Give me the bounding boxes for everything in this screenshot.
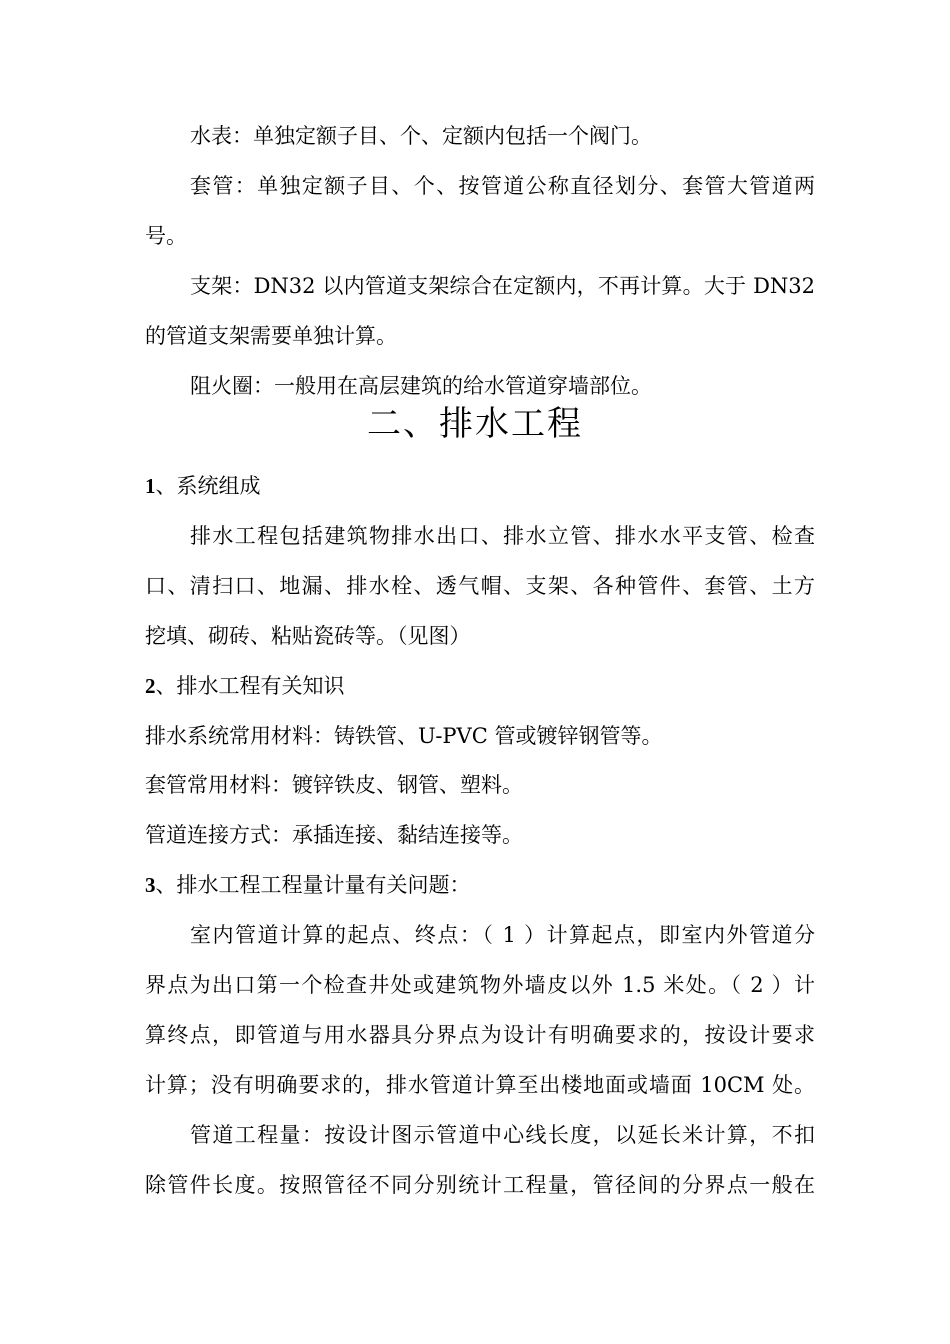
paragraph-quantity-line-1: 管道工程量：按设计图示管道中心线长度，以延长米计算，不扣 <box>190 1123 815 1147</box>
paragraph-start-end-line-3: 算终点，即管道与用水器具分界点为设计有明确要求的，按设计要求 <box>145 1023 815 1047</box>
section-title: 、排水工程有关知识 <box>155 674 345 698</box>
paragraph-start-end-line-2: 界点为出口第一个检查井处或建筑物外墙皮以外 1.5 米处。（ 2 ）计 <box>145 973 815 997</box>
paragraph-sleeve-line-2: 号。 <box>145 224 187 248</box>
paragraph-sleeve-materials: 套管常用材料：镀锌铁皮、钢管、塑料。 <box>145 773 523 797</box>
chapter-heading: 二、排水工程 <box>367 404 583 444</box>
paragraph-composition-line-2: 口、清扫口、地漏、排水栓、透气帽、支架、各种管件、套管、土方 <box>145 574 815 598</box>
section-title: 、系统组成 <box>155 474 261 498</box>
paragraph-quantity-line-2: 除管件长度。按照管径不同分别统计工程量，管径间的分界点一般在 <box>145 1173 815 1197</box>
section-heading-3 <box>145 871 815 899</box>
paragraph-start-end-line-4: 计算；没有明确要求的，排水管道计算至出楼地面或墙面 10CM 处。 <box>145 1073 815 1097</box>
paragraph-support-line-2: 的管道支架需要单独计算。 <box>145 324 397 348</box>
section-heading-2 <box>145 672 815 700</box>
paragraph-start-end-line-1: 室内管道计算的起点、终点：（ 1 ）计算起点，即室内外管道分 <box>190 923 815 947</box>
section-title: 、排水工程工程量计量有关问题： <box>155 873 471 897</box>
section-number: 3 <box>145 873 156 897</box>
section-number: 1 <box>145 474 156 498</box>
section-heading-1 <box>145 472 815 500</box>
paragraph-composition-line-1: 排水工程包括建筑物排水出口、排水立管、排水水平支管、检查 <box>190 524 815 548</box>
paragraph-connection-methods: 管道连接方式：承插连接、黏结连接等。 <box>145 823 523 847</box>
paragraph-fire-ring: 阻火圈：一般用在高层建筑的给水管道穿墙部位。 <box>190 374 652 398</box>
paragraph-support-line-1: 支架：DN32 以内管道支架综合在定额内，不再计算。大于 DN32 <box>190 274 815 298</box>
paragraph-drain-materials: 排水系统常用材料：铸铁管、U-PVC 管或镀锌钢管等。 <box>145 724 663 748</box>
paragraph-sleeve-line-1: 套管：单独定额子目、个、按管道公称直径划分、套管大管道两 <box>190 174 815 198</box>
paragraph-water-meter: 水表：单独定额子目、个、定额内包括一个阀门。 <box>190 124 652 148</box>
section-number: 2 <box>145 674 156 698</box>
paragraph-composition-line-3: 挖填、砌砖、粘贴瓷砖等。（见图） <box>145 624 471 648</box>
